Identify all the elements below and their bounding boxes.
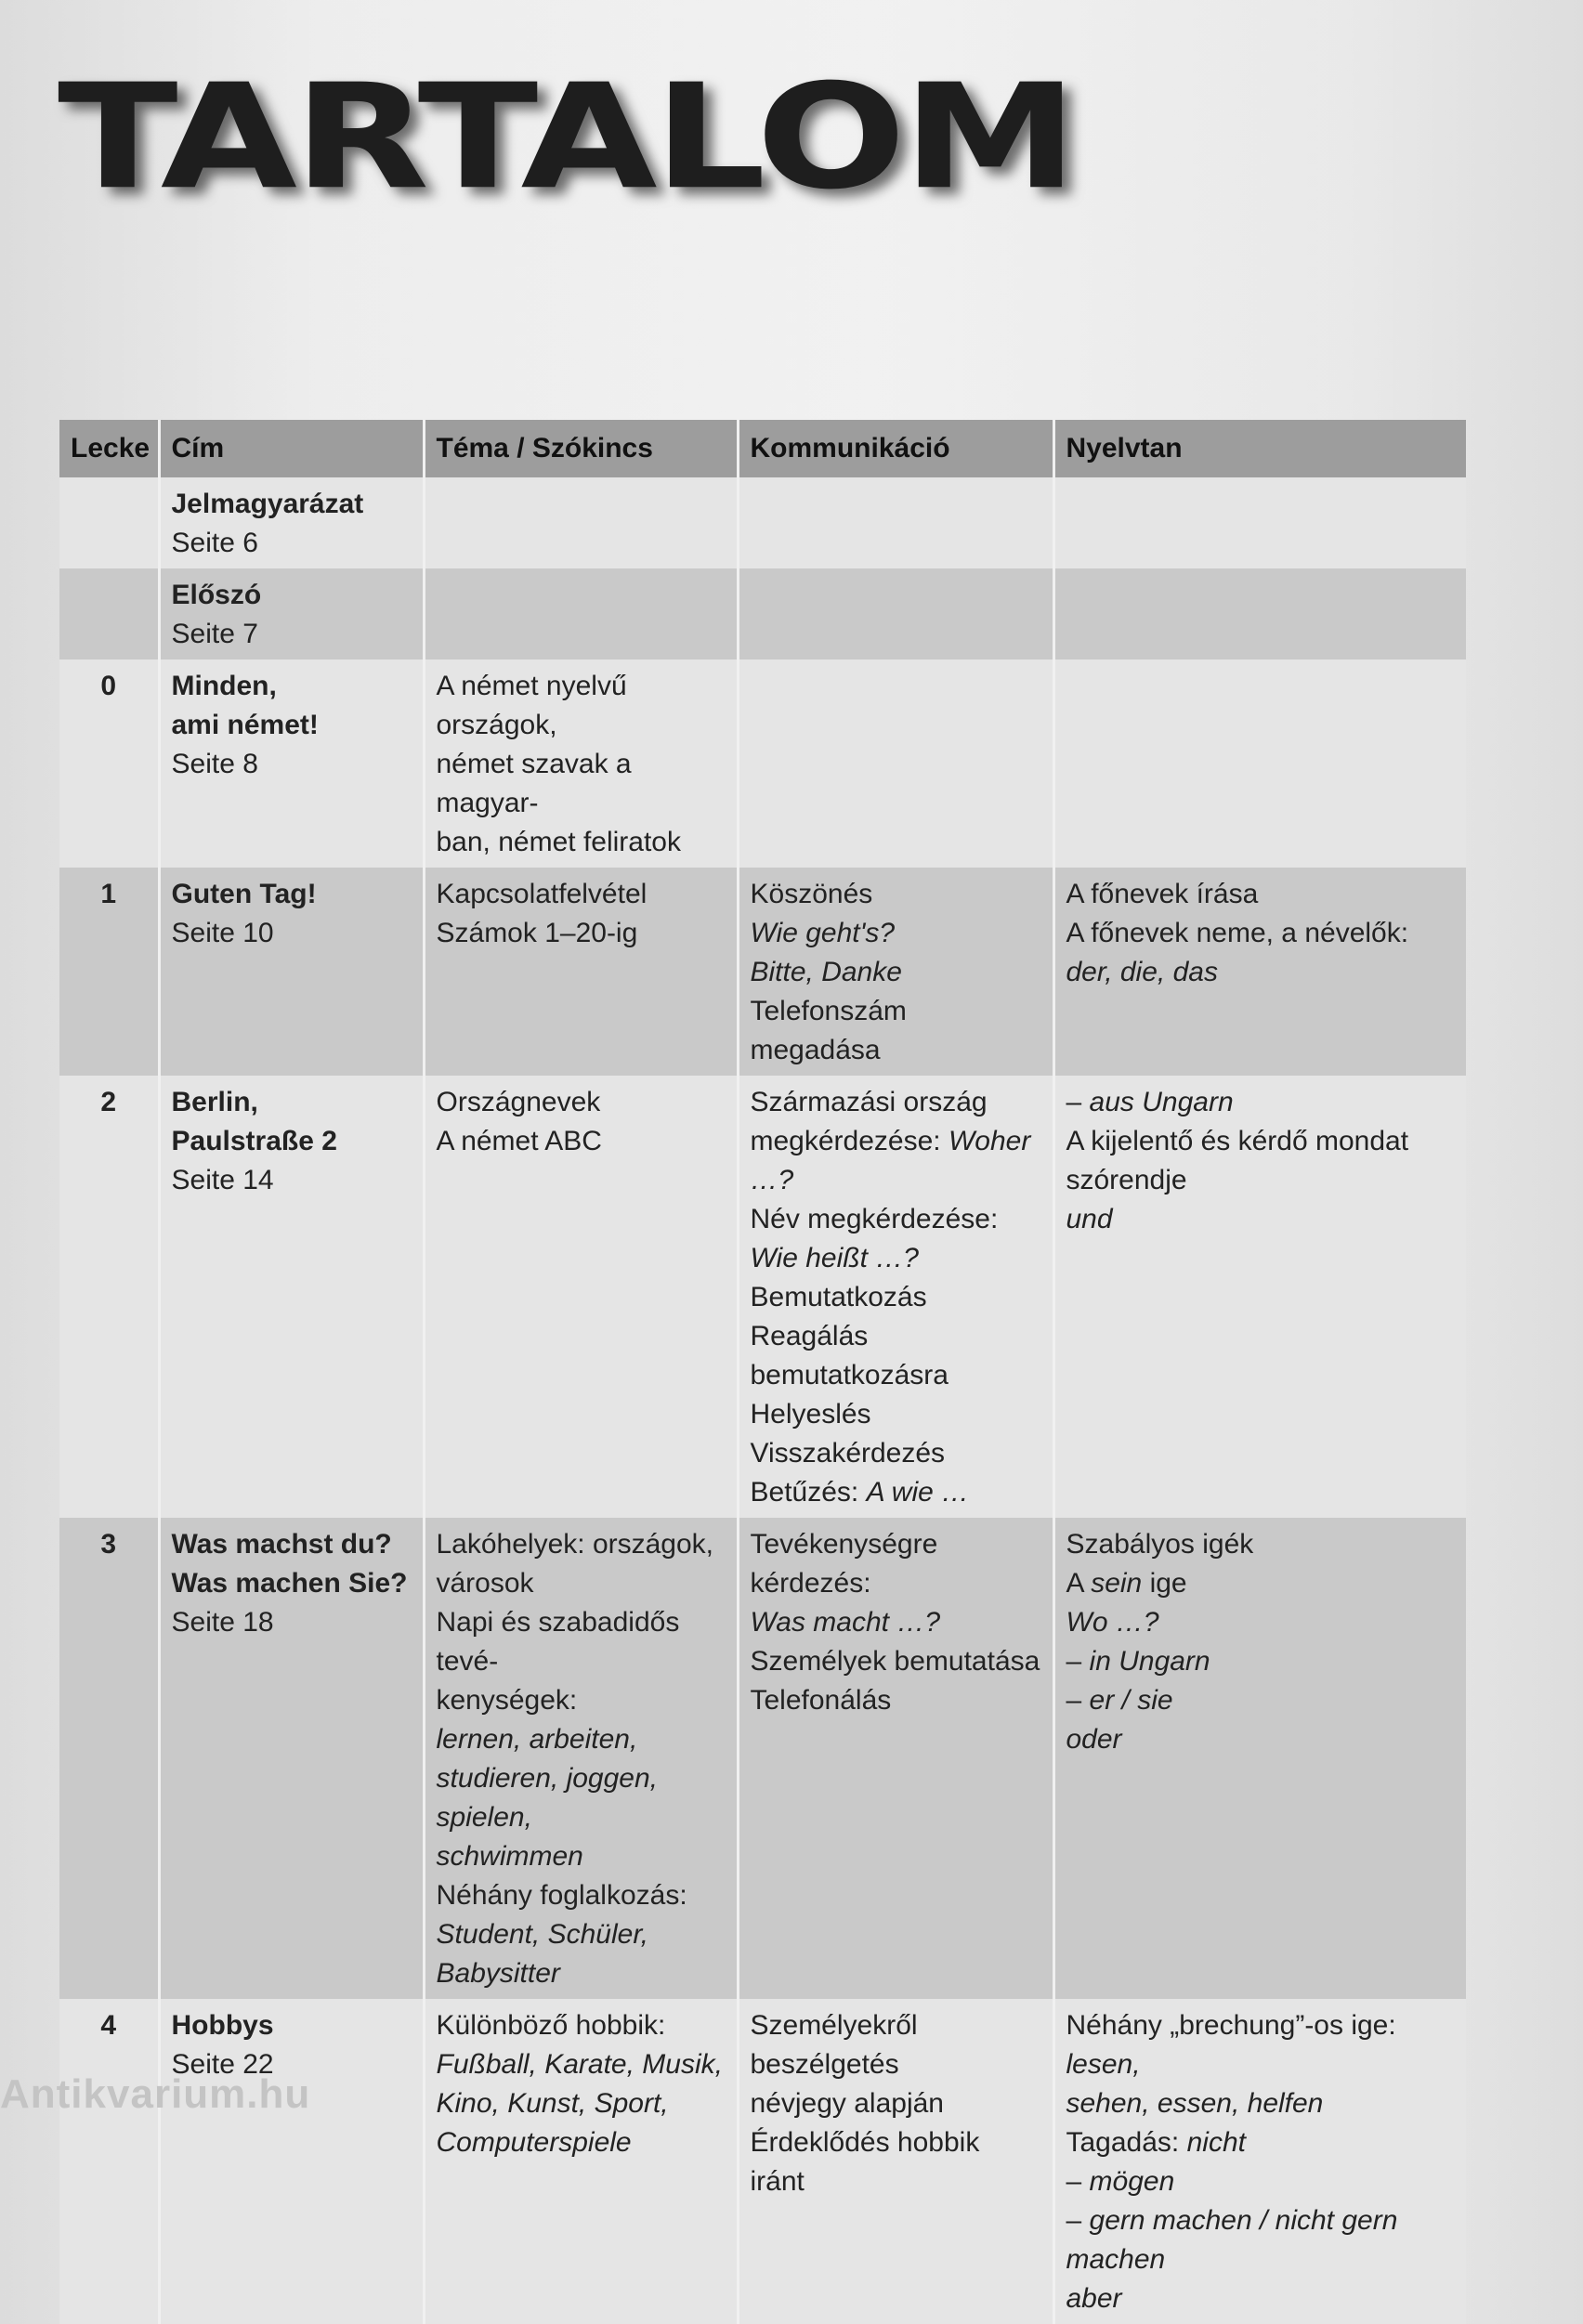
header-cim: Cím — [159, 420, 424, 477]
nyelvtan-line: sehen, essen, helfen — [1066, 2088, 1324, 2119]
nyelvtan-line: Néhány „brechung”-os ige: lesen, — [1066, 2010, 1396, 2080]
table-row — [59, 568, 1466, 659]
tema-line: Kapcsolatfelvétel — [436, 879, 648, 909]
lesson-title: Berlin, — [171, 1087, 258, 1117]
tema-line: Fußball, Karate, Musik, — [436, 2049, 723, 2080]
lesson-page: Seite 8 — [171, 749, 258, 779]
tema-cell — [424, 568, 738, 659]
kommunikacio-line: Név megkérdezése: — [750, 1204, 999, 1234]
nyelvtan-line: A sein ige — [1066, 1568, 1187, 1599]
kommunikacio-line: Származási ország — [750, 1087, 988, 1117]
kommunikacio-cell — [738, 1999, 1053, 2324]
kommunikacio-line: Wie heißt …? — [750, 1243, 919, 1273]
kommunikacio-line: Bitte, Danke — [750, 957, 902, 987]
lesson-title: Hobbys — [171, 2010, 274, 2041]
tema-line: Országnevek — [436, 1087, 601, 1117]
table-row — [59, 868, 1466, 1076]
nyelvtan-line: aber — [1066, 2283, 1122, 2314]
lesson-title-cell — [159, 1999, 424, 2324]
kommunikacio-cell — [738, 477, 1053, 568]
lesson-page: Seite 10 — [171, 918, 274, 948]
nyelvtan-line: Tagadás: nicht — [1066, 2127, 1246, 2158]
page-title: TARTALOM — [58, 52, 1075, 222]
kommunikacio-line: névjegy alapján — [750, 2088, 944, 2119]
table-row — [59, 1518, 1466, 1999]
nyelvtan-line: – aus Ungarn — [1066, 1087, 1234, 1117]
lesson-number — [59, 568, 159, 659]
kommunikacio-line: Érdeklődés hobbik iránt — [750, 2127, 980, 2197]
tema-line: studieren, joggen, spielen, — [436, 1763, 659, 1833]
nyelvtan-line: machen — [1066, 2244, 1166, 2275]
tema-cell — [424, 477, 738, 568]
kommunikacio-line: Köszönés — [750, 879, 873, 909]
table-row — [59, 1999, 1466, 2324]
kommunikacio-cell — [738, 1518, 1053, 1999]
lesson-page: Seite 14 — [171, 1165, 274, 1195]
table-body — [59, 477, 1466, 2324]
tema-cell — [424, 659, 738, 868]
lesson-title: ami német! — [171, 710, 319, 740]
lesson-number: 0 — [59, 659, 159, 868]
kommunikacio-line: Was macht …? — [750, 1607, 941, 1638]
tema-cell — [424, 868, 738, 1076]
nyelvtan-cell — [1053, 1076, 1466, 1518]
lesson-title: Was machst du? — [171, 1529, 392, 1560]
nyelvtan-line: – er / sie — [1066, 1685, 1173, 1716]
kommunikacio-line: Visszakérdezés — [750, 1438, 946, 1469]
kommunikacio-cell — [738, 568, 1053, 659]
lesson-title: Minden, — [171, 671, 277, 701]
tema-line: ban, német feliratok — [436, 827, 681, 857]
tema-cell — [424, 1999, 738, 2324]
tema-line: Babysitter — [436, 1958, 560, 1989]
lesson-page: Seite 7 — [171, 619, 258, 649]
lesson-number: 4 — [59, 1999, 159, 2324]
header-kommunikacio: Kommunikáció — [738, 420, 1053, 477]
kommunikacio-line: Wie geht's? — [750, 918, 896, 948]
tema-line: schwimmen — [436, 1841, 583, 1872]
kommunikacio-line: Helyeslés — [750, 1399, 871, 1430]
nyelvtan-line: der, die, das — [1066, 957, 1218, 987]
tema-line: városok — [436, 1568, 534, 1599]
kommunikacio-cell — [738, 659, 1053, 868]
kommunikacio-line: Telefonálás — [750, 1685, 892, 1716]
header-nyelvtan: Nyelvtan — [1053, 420, 1466, 477]
nyelvtan-line: – gern machen / nicht gern — [1066, 2205, 1398, 2236]
tema-cell — [424, 1518, 738, 1999]
lesson-title-cell — [159, 1076, 424, 1518]
watermark: Antikvarium.hu — [0, 2071, 311, 2117]
nyelvtan-line: oder — [1066, 1724, 1122, 1755]
lesson-number: 3 — [59, 1518, 159, 1999]
header-lecke: Lecke — [59, 420, 159, 477]
lesson-number — [59, 477, 159, 568]
kommunikacio-line: megkérdezése: Woher …? — [750, 1126, 1031, 1195]
lesson-title: Was machen Sie? — [171, 1568, 408, 1599]
nyelvtan-line: – in Ungarn — [1066, 1646, 1210, 1677]
lesson-title-cell — [159, 568, 424, 659]
nyelvtan-line: A kijelentő és kérdő mondat — [1066, 1126, 1409, 1156]
lesson-number: 2 — [59, 1076, 159, 1518]
table-row — [59, 1076, 1466, 1518]
lesson-page: Seite 22 — [171, 2049, 274, 2080]
kommunikacio-line: Személyekről beszélgetés — [750, 2010, 918, 2080]
lesson-page: Seite 18 — [171, 1607, 274, 1638]
nyelvtan-cell — [1053, 659, 1466, 868]
tema-line: Napi és szabadidős tevé- — [436, 1607, 680, 1677]
nyelvtan-line: szórendje — [1066, 1165, 1187, 1195]
table-row — [59, 659, 1466, 868]
tema-line: Kino, Kunst, Sport, — [436, 2088, 669, 2119]
kommunikacio-line: Telefonszám megadása — [750, 996, 907, 1065]
tema-line: Computerspiele — [436, 2127, 632, 2158]
lesson-title: Jelmagyarázat — [171, 489, 364, 519]
nyelvtan-line: – mögen — [1066, 2166, 1175, 2197]
tema-cell — [424, 1076, 738, 1518]
nyelvtan-cell — [1053, 477, 1466, 568]
table-header-row — [59, 420, 1466, 477]
table-row — [59, 477, 1466, 568]
tema-line: német szavak a magyar- — [436, 749, 632, 818]
nyelvtan-line: Szabályos igék — [1066, 1529, 1254, 1560]
nyelvtan-cell — [1053, 1999, 1466, 2324]
nyelvtan-cell — [1053, 1518, 1466, 1999]
nyelvtan-line: und — [1066, 1204, 1113, 1234]
tema-line: A német nyelvű országok, — [436, 671, 627, 740]
lesson-number: 1 — [59, 868, 159, 1076]
lesson-title-cell — [159, 1518, 424, 1999]
lesson-title: Paulstraße 2 — [171, 1126, 337, 1156]
kommunikacio-cell — [738, 868, 1053, 1076]
lesson-title-cell — [159, 659, 424, 868]
kommunikacio-cell — [738, 1076, 1053, 1518]
tema-line: Lakóhelyek: országok, — [436, 1529, 714, 1560]
lesson-title: Előszó — [171, 580, 262, 610]
kommunikacio-line: Bemutatkozás — [750, 1282, 927, 1312]
nyelvtan-line: A főnevek neme, a névelők: — [1066, 918, 1409, 948]
nyelvtan-line: Wo …? — [1066, 1607, 1159, 1638]
lesson-title-cell — [159, 868, 424, 1076]
tema-line: A német ABC — [436, 1126, 602, 1156]
tema-line: Számok 1–20-ig — [436, 918, 638, 948]
kommunikacio-line: Betűzés: A wie … — [750, 1477, 970, 1508]
contents-table — [59, 420, 1466, 2324]
nyelvtan-line: A főnevek írása — [1066, 879, 1259, 909]
nyelvtan-cell — [1053, 568, 1466, 659]
kommunikacio-line: Személyek bemutatása — [750, 1646, 1040, 1677]
tema-line: Különböző hobbik: — [436, 2010, 666, 2041]
header-tema: Téma / Szókincs — [424, 420, 738, 477]
tema-line: lernen, arbeiten, — [436, 1724, 638, 1755]
tema-line: kenységek: — [436, 1685, 578, 1716]
tema-line: Néhány foglalkozás: — [436, 1880, 687, 1911]
nyelvtan-cell — [1053, 868, 1466, 1076]
lesson-title-cell — [159, 477, 424, 568]
lesson-page: Seite 6 — [171, 528, 258, 558]
kommunikacio-line: Reagálás bemutatkozásra — [750, 1321, 948, 1390]
lesson-title: Guten Tag! — [171, 879, 317, 909]
kommunikacio-line: Tevékenységre kérdezés: — [750, 1529, 938, 1599]
tema-line: Student, Schüler, — [436, 1919, 648, 1950]
